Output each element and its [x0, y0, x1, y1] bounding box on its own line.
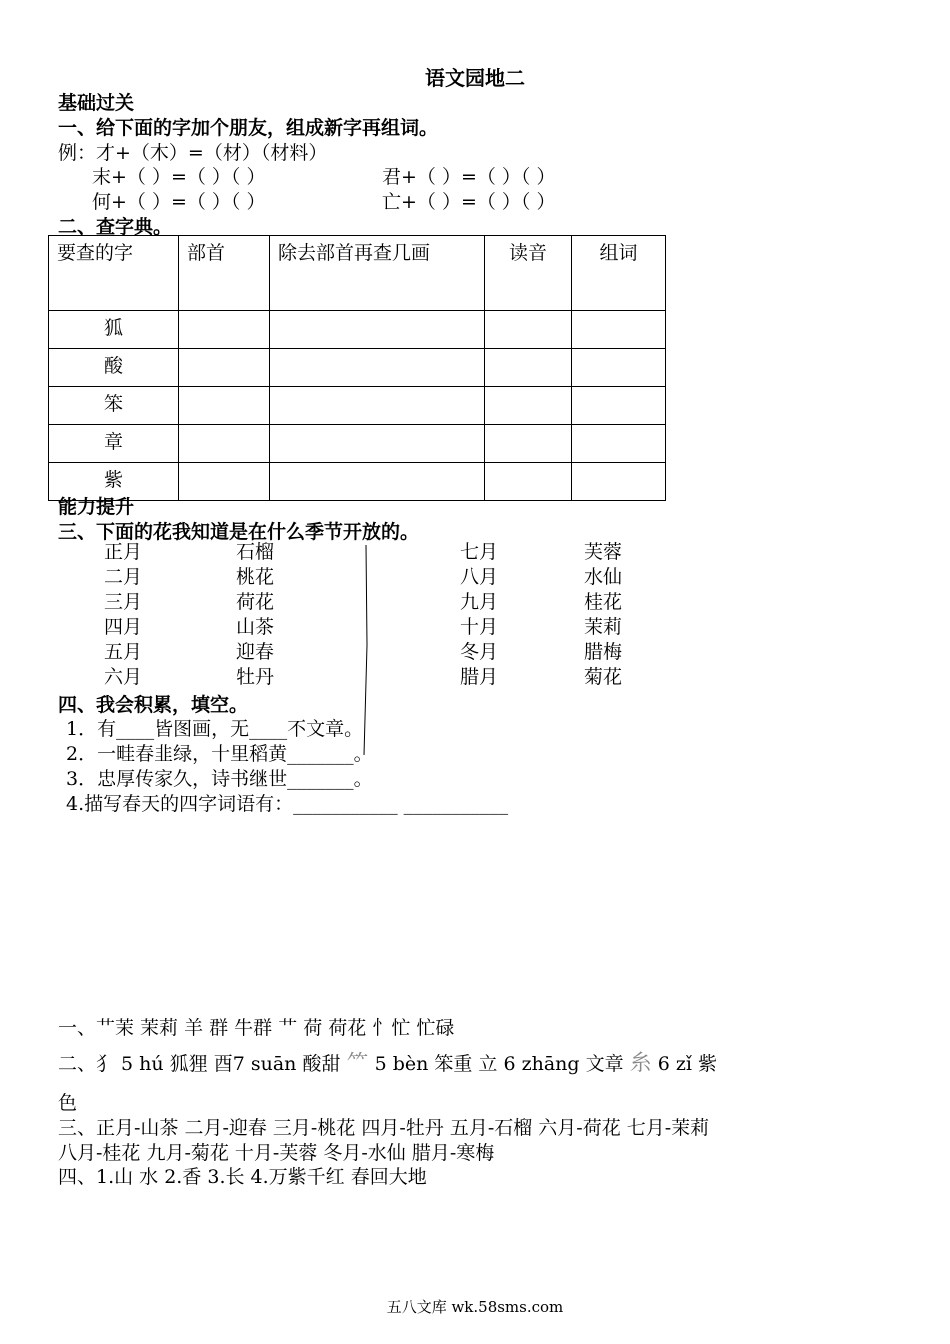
list-item: 荷花: [236, 591, 275, 613]
list-item: 芙蓉: [584, 541, 623, 563]
list-item: 五月: [104, 641, 143, 663]
header-cell: 要查的字: [49, 236, 179, 311]
answer-part: 二、犭 5 hú 狐狸 酉7 suān 酸甜: [58, 1053, 341, 1075]
table-row: [49, 311, 666, 349]
q3-heading: 三、下面的花我知道是在什么季节开放的。: [58, 521, 420, 543]
blank-cell[interactable]: [572, 349, 666, 387]
bamboo-radical-icon: ⺮: [346, 1051, 369, 1076]
list-item: 桃花: [236, 566, 275, 588]
stray-drawn-line: [362, 545, 370, 755]
answer-line-4: 三、正月-山茶 二月-迎春 三月-桃花 四月-牡丹 五月-石榴 六月-荷花 七月-茉莉: [58, 1117, 710, 1139]
section-basic: 基础过关: [58, 92, 135, 114]
blank-cell[interactable]: [572, 463, 666, 501]
q4-item: 4.描写春天的四字词语有：___________ ___________: [66, 793, 509, 815]
q2-heading: 二、查字典。: [58, 216, 173, 238]
blank-cell[interactable]: [485, 311, 572, 349]
blank-cell[interactable]: [572, 311, 666, 349]
blank-cell[interactable]: [485, 425, 572, 463]
q1-row1-right: 君+（ ）=（ ）（ ）: [382, 166, 556, 188]
blank-cell[interactable]: [270, 387, 485, 425]
months-right-column: [460, 540, 520, 690]
list-item: 二月: [104, 566, 143, 588]
months-left-column: [104, 540, 164, 690]
dictionary-table: [48, 235, 666, 501]
footer-watermark: 五八文库 wk.58sms.com: [386, 1298, 564, 1316]
blank-cell[interactable]: [179, 387, 270, 425]
blank-cell[interactable]: [179, 463, 270, 501]
blank-cell[interactable]: [485, 387, 572, 425]
list-item: 腊梅: [584, 641, 623, 663]
table-row: [49, 349, 666, 387]
list-item: 八月: [460, 566, 499, 588]
blank-cell[interactable]: [485, 349, 572, 387]
list-item: 九月: [460, 591, 499, 613]
char-cell: 章: [49, 425, 179, 463]
list-item: 十月: [460, 616, 499, 638]
list-item: 三月: [104, 591, 143, 613]
blank-cell[interactable]: [485, 463, 572, 501]
page-title: 语文园地二: [425, 66, 525, 90]
blank-cell[interactable]: [179, 311, 270, 349]
blank-cell[interactable]: [270, 349, 485, 387]
answer-line-3: 色: [58, 1092, 78, 1114]
answer-line-2: [58, 1046, 717, 1077]
table-row: [49, 425, 666, 463]
answer-part: 5 bèn 笨重 立 6 zhāng 文章: [374, 1053, 624, 1075]
list-item: 水仙: [584, 566, 623, 588]
q4-item: 2．一畦春韭绿，十里稻黄_______。: [66, 743, 373, 765]
answer-part: 6 zǐ 紫: [657, 1053, 717, 1075]
list-item: 桂花: [584, 591, 623, 613]
table-row: [49, 463, 666, 501]
blank-cell[interactable]: [270, 425, 485, 463]
q1-row2-right: 亡+（ ）=（ ）（ ）: [382, 191, 556, 213]
answer-line-1: 一、艹茉 茉莉 羊 群 牛群 艹 荷 荷花 忄忙 忙碌: [58, 1017, 455, 1039]
answer-line-6: 四、1.山 水 2.香 3.长 4.万紫千红 春回大地: [58, 1166, 427, 1188]
flowers-left-column: [236, 540, 296, 690]
q1-example: 例：才+（木）=（材）（材料）: [58, 142, 328, 164]
answer-line-5: 八月-桂花 九月-菊花 十月-芙蓉 冬月-水仙 腊月-寒梅: [58, 1142, 495, 1164]
list-item: 四月: [104, 616, 143, 638]
q4-item: 1．有____皆图画，无____不文章。: [66, 718, 364, 740]
list-item: 石榴: [236, 541, 275, 563]
list-item: 六月: [104, 666, 143, 688]
list-item: 牡丹: [236, 666, 275, 688]
silk-radical-icon: 糸: [629, 1051, 652, 1076]
char-cell: 紫: [49, 463, 179, 501]
table-header-row: [49, 236, 666, 311]
blank-cell[interactable]: [572, 387, 666, 425]
header-cell: 部首: [179, 236, 270, 311]
header-cell: 读音: [485, 236, 572, 311]
q1-heading: 一、给下面的字加个朋友，组成新字再组词。: [58, 117, 439, 139]
header-cell: 除去部首再查几画: [270, 236, 485, 311]
blank-cell[interactable]: [572, 425, 666, 463]
table-row: [49, 387, 666, 425]
list-item: 七月: [460, 541, 499, 563]
list-item: 山茶: [236, 616, 275, 638]
flowers-right-column: [584, 540, 644, 690]
blank-cell[interactable]: [270, 311, 485, 349]
list-item: 迎春: [236, 641, 275, 663]
char-cell: 笨: [49, 387, 179, 425]
q4-heading: 四、我会积累，填空。: [58, 694, 249, 716]
blank-cell[interactable]: [179, 425, 270, 463]
header-cell: 组词: [572, 236, 666, 311]
q4-item: 3．忠厚传家久，诗书继世_______。: [66, 768, 373, 790]
list-item: 腊月: [460, 666, 499, 688]
list-item: 正月: [104, 541, 143, 563]
q1-row1-left: 末+（ ）=（ ）（ ）: [92, 166, 266, 188]
list-item: 菊花: [584, 666, 623, 688]
q1-row2-left: 何+（ ）=（ ）（ ）: [92, 191, 266, 213]
list-item: 冬月: [460, 641, 499, 663]
blank-cell[interactable]: [179, 349, 270, 387]
blank-cell[interactable]: [270, 463, 485, 501]
char-cell: 酸: [49, 349, 179, 387]
list-item: 茉莉: [584, 616, 623, 638]
section-ability: 能力提升: [58, 496, 135, 518]
char-cell: 狐: [49, 311, 179, 349]
